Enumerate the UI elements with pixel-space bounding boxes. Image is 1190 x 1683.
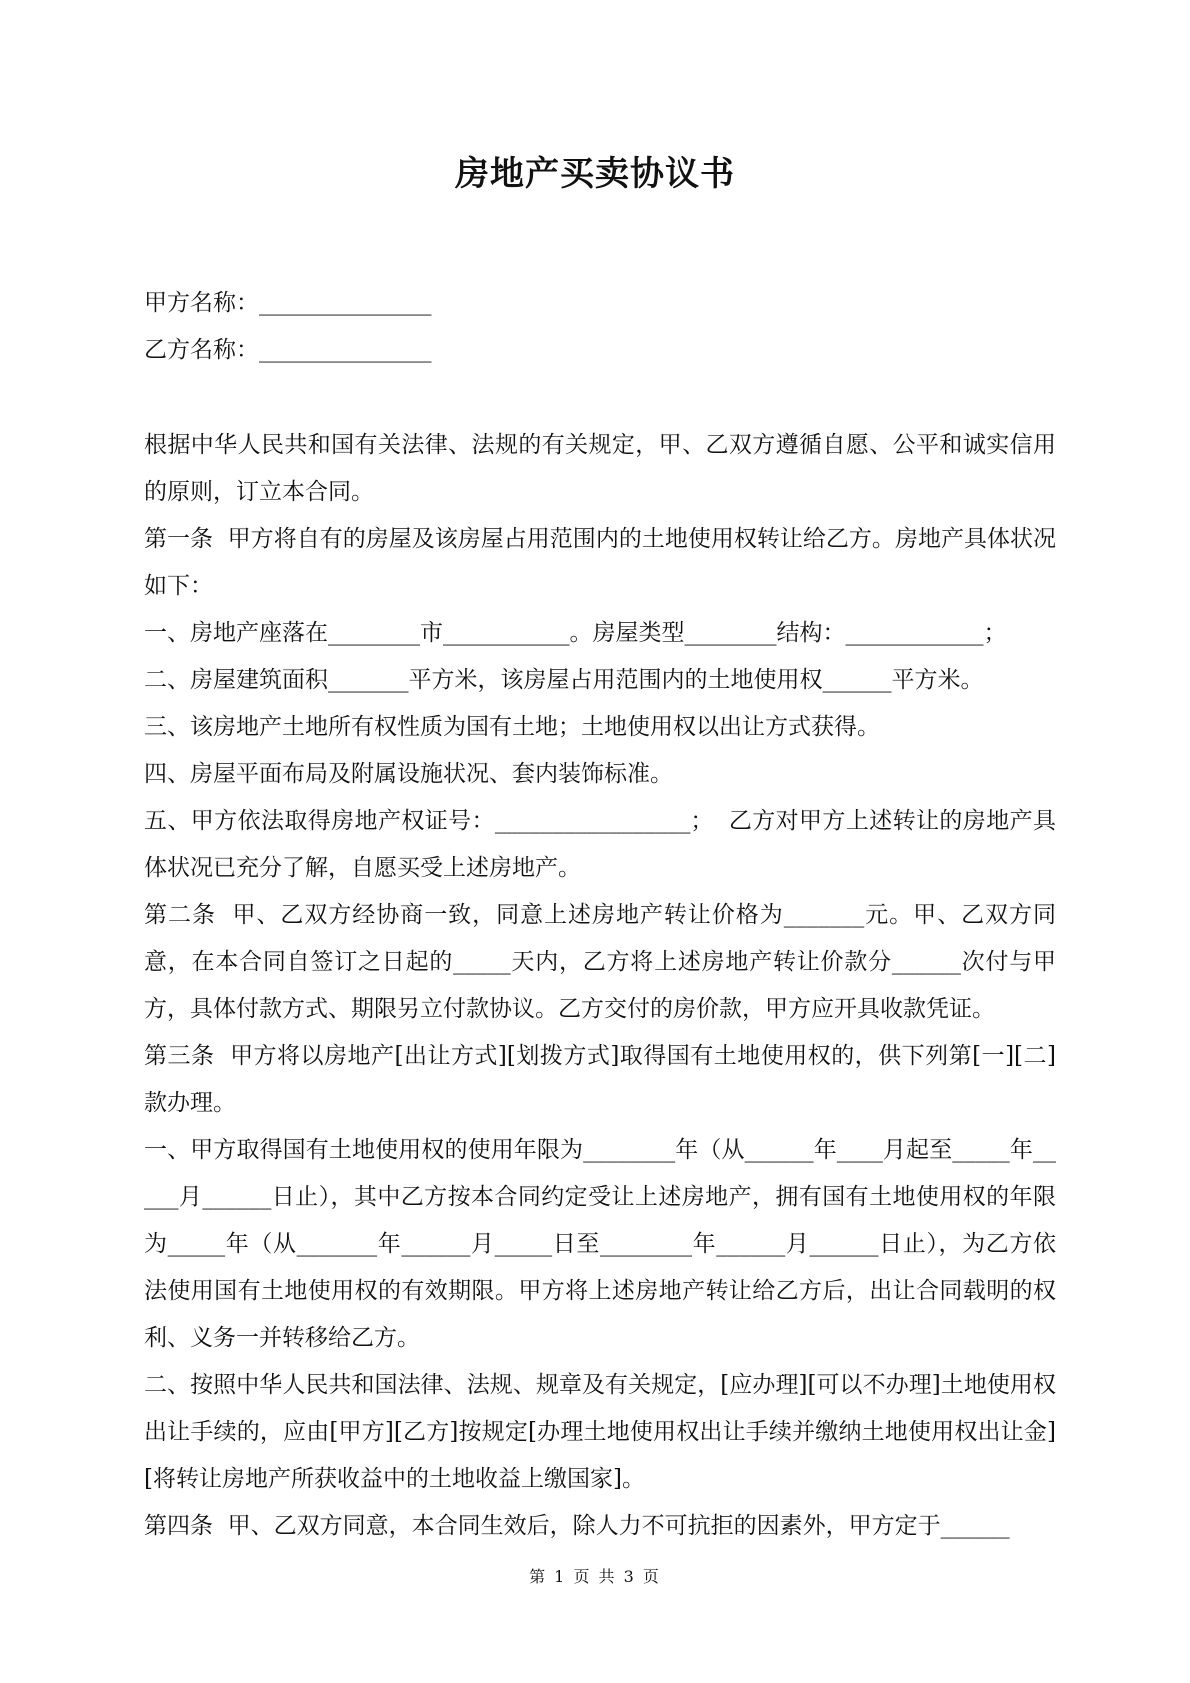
paragraph: 一、房地产座落在________市___________。房屋类型________结构：____________； bbox=[144, 620, 1007, 646]
document-title: 房地产买卖协议书 bbox=[455, 154, 735, 194]
paragraph: 四、房屋平面布局及附属设施状况、套内装饰标准。 bbox=[144, 761, 673, 787]
paragraph: 二、房屋建筑面积_______平方米，该房屋占用范围内的土地使用权______平方米。 bbox=[144, 667, 984, 693]
document-body bbox=[144, 280, 1056, 1550]
party-a-line: 甲方名称：_______________ bbox=[144, 290, 432, 316]
paragraph: 二、按照中华人民共和国法律、法规、规章及有关规定，[应办理][可以不办理]土地使用权出让手续的，应由[甲方][乙方]按规定[办理土地使用权出让手续并缴纳土地使用权出让金][将转让房地产所获收益中的土地收益上缴国家]。 bbox=[144, 1372, 1056, 1492]
paragraph: 三、该房地产土地所有权性质为国有土地；土地使用权以出让方式获得。 bbox=[144, 714, 880, 740]
party-b-line: 乙方名称：_______________ bbox=[144, 337, 432, 363]
paragraph: 五、甲方依法取得房地产权证号：_________________； 乙方对甲方上述转让的房地产具体状况已充分了解，自愿买受上述房地产。 bbox=[144, 808, 1056, 881]
paragraph: 一、甲方取得国有土地使用权的使用年限为________年（从______年____月起至_____年_____月______日止），其中乙方按本合同约定受让上述房地产，拥有国有土地使用权的年限为_____年（从_______年______月_____日至________年______月______日止），为乙方依法使用国有土地使用权的有效期限。甲方将上述房地产转让给乙方后，出让合同载明的权利、义务一并转移给乙方。 bbox=[144, 1137, 1056, 1351]
paragraph: 第三条 甲方将以房地产[出让方式][划拨方式]取得国有土地使用权的，供下列第[一][二]款办理。 bbox=[144, 1043, 1056, 1116]
paragraph: 根据中华人民共和国有关法律、法规的有关规定，甲、乙双方遵循自愿、公平和诚实信用的原则，订立本合同。 bbox=[144, 432, 1056, 505]
page-footer: 第 1 页 共 3 页 bbox=[529, 1567, 661, 1586]
paragraph: 第二条 甲、乙双方经协商一致，同意上述房地产转让价格为_______元。甲、乙双方同意，在本合同自签订之日起的_____天内，乙方将上述房地产转让价款分______次付与甲方，具体付款方式、期限另立付款协议。乙方交付的房价款，甲方应开具收款凭证。 bbox=[144, 902, 1056, 1022]
paragraph: 第一条 甲方将自有的房屋及该房屋占用范围内的土地使用权转让给乙方。房地产具体状况如下： bbox=[144, 526, 1056, 599]
spacer bbox=[144, 374, 1056, 422]
paragraph: 第四条 甲、乙双方同意，本合同生效后，除人力不可抗拒的因素外，甲方定于______ bbox=[144, 1513, 1010, 1539]
